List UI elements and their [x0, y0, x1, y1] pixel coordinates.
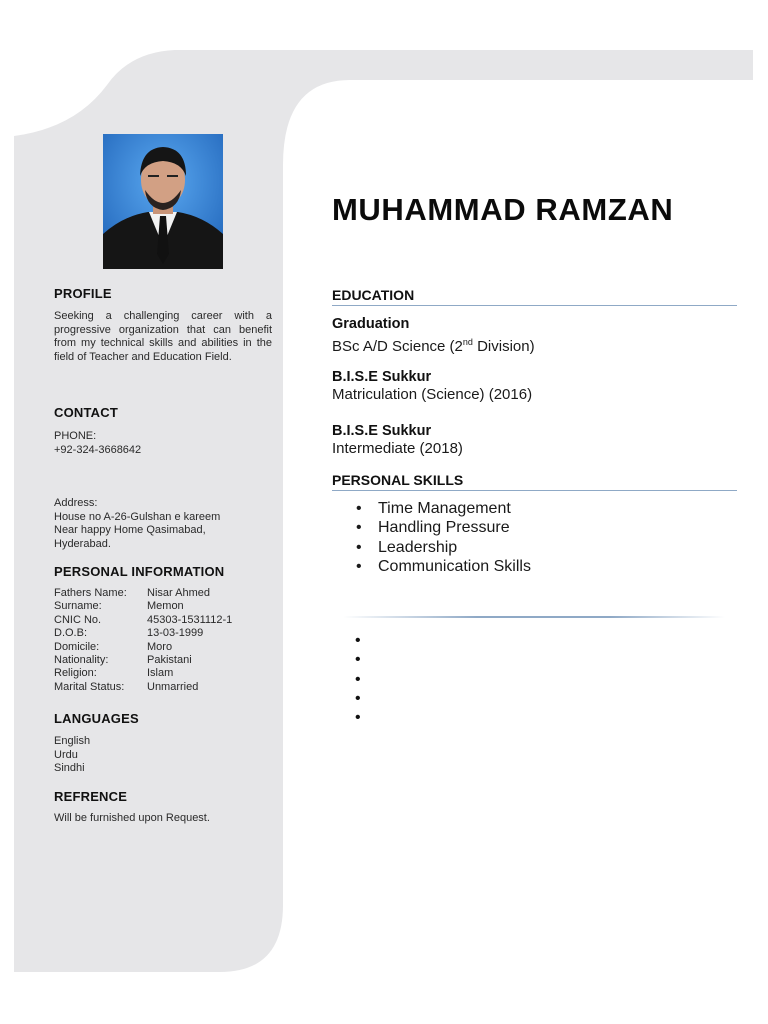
education-entry	[332, 422, 752, 458]
education-entry	[332, 315, 752, 356]
address-line: Near happy Home Qasimabad,	[54, 524, 206, 536]
phone-label: PHONE:	[54, 430, 97, 442]
personal-info-table	[54, 587, 272, 694]
skills-list	[356, 499, 531, 576]
info-label: Surname:	[54, 600, 102, 613]
languages-heading: LANGUAGES	[54, 711, 139, 726]
info-value: Moro	[147, 640, 173, 653]
contact-heading: CONTACT	[54, 405, 118, 420]
personal-info-heading: PERSONAL INFORMATION	[54, 564, 225, 579]
info-value: Pakistani	[147, 654, 192, 667]
address-label: Address:	[54, 497, 98, 509]
candidate-name: MUHAMMAD RAMZAN	[332, 192, 674, 227]
contact-section	[54, 405, 272, 551]
info-value: 45303-1531112-1	[147, 613, 233, 626]
education-entry	[332, 368, 752, 404]
empty-bullet: •	[355, 709, 361, 727]
info-value: 13-03-1999	[147, 627, 204, 640]
skill-item: • Leadership	[356, 538, 531, 557]
reference-text: Will be furnished upon Request.	[54, 812, 210, 824]
education-degree: BSc A/D Science (2nd Division)	[332, 337, 535, 355]
reference-heading: REFRENCE	[54, 789, 128, 804]
reference-section	[54, 789, 272, 826]
profile-section	[54, 286, 272, 364]
skill-item: • Handling Pressure	[356, 518, 531, 537]
education-degree: Matriculation (Science) (2016)	[332, 386, 533, 403]
info-label: Religion:	[54, 667, 97, 680]
profile-heading: PROFILE	[54, 286, 112, 301]
info-label: Nationality:	[54, 654, 109, 667]
education-institution: B.I.S.E Sukkur	[332, 423, 432, 439]
language-item: Urdu	[54, 748, 78, 761]
language-item: English	[54, 735, 91, 747]
education-institution: Graduation	[332, 316, 410, 332]
info-label: Domicile:	[54, 640, 100, 653]
empty-bullet: •	[355, 632, 361, 649]
info-value: Unmarried	[147, 680, 199, 693]
profile-text: Seeking a challenging career with a progressive organization that can benefit from my technical skills and abilities in the field of Teacher and Education Field.	[54, 310, 272, 363]
info-value: Memon	[147, 600, 184, 613]
education-institution: B.I.S.E Sukkur	[332, 369, 432, 385]
person-photo-icon	[103, 134, 223, 269]
empty-bullet: •	[355, 651, 361, 669]
address-line: Hyderabad.	[54, 537, 111, 550]
info-value: Nisar Ahmed	[147, 587, 210, 599]
info-label: Marital Status:	[54, 680, 125, 693]
skill-item: • Time Management	[356, 499, 531, 518]
phone-value: +92-324-3668642	[54, 443, 142, 456]
info-label: Fathers Name:	[54, 587, 127, 599]
language-item: Sindhi	[54, 762, 85, 774]
empty-bullet-list	[355, 631, 361, 727]
section-divider	[343, 616, 725, 618]
empty-bullet: •	[355, 670, 361, 688]
info-value: Islam	[147, 667, 174, 680]
education-heading: EDUCATION	[332, 287, 737, 306]
education-degree: Intermediate (2018)	[332, 440, 463, 457]
personal-info-section	[54, 564, 272, 694]
profile-photo	[103, 134, 223, 269]
skill-item: • Communication Skills	[356, 557, 531, 576]
skills-heading: PERSONAL SKILLS	[332, 472, 737, 491]
address-line: House no A-26-Gulshan e kareem	[54, 510, 221, 523]
info-label: CNIC No.	[54, 613, 102, 626]
info-label: D.O.B:	[54, 627, 88, 640]
languages-section	[54, 711, 272, 776]
empty-bullet: •	[355, 689, 361, 707]
